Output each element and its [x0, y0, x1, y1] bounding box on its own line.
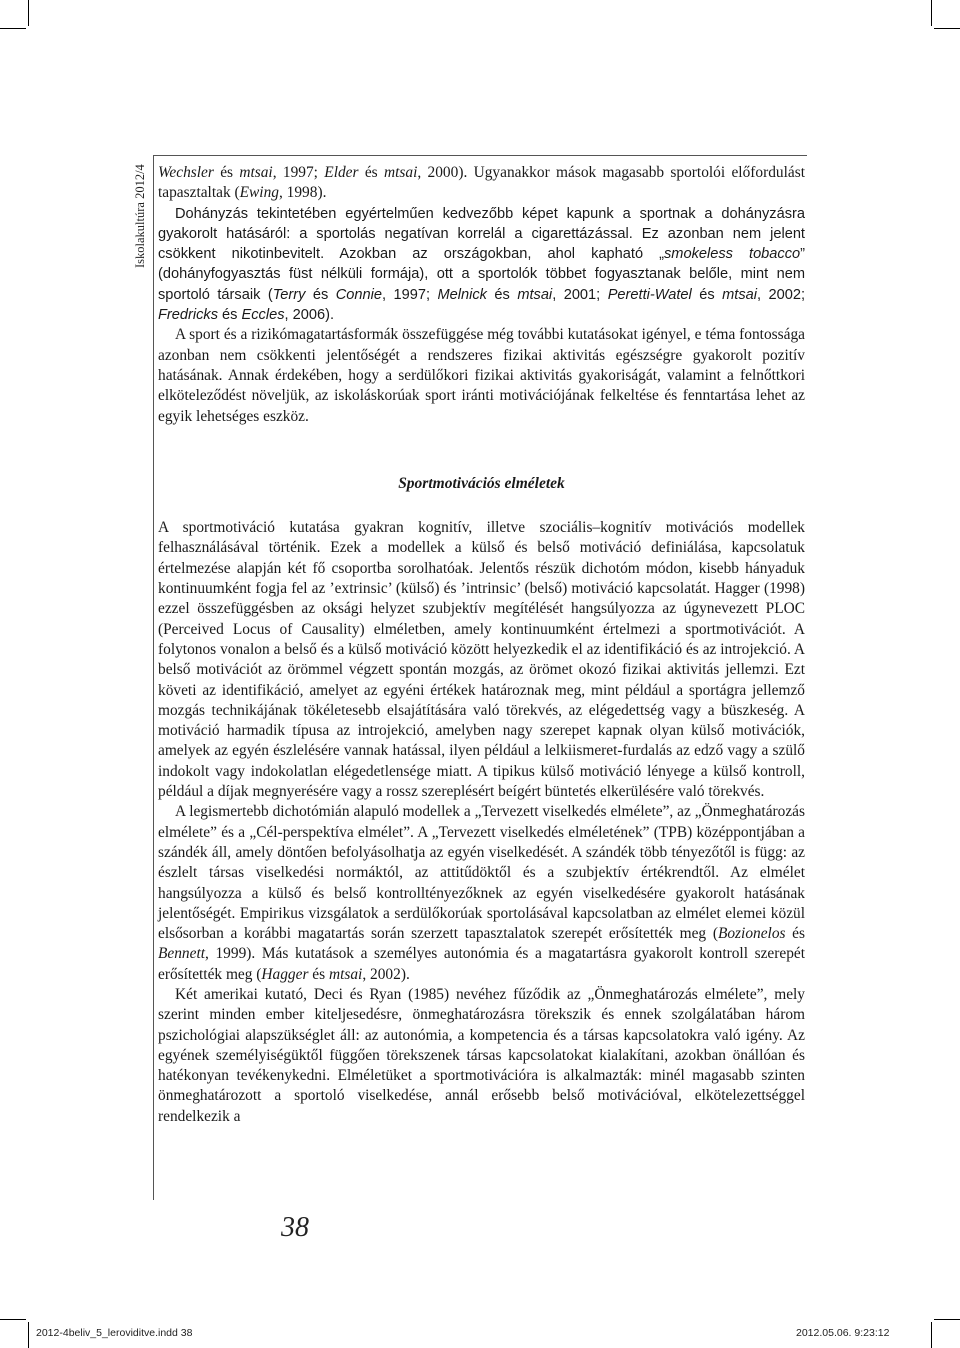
paragraph-dichotomy-models: A legismertebb dichotómián alapuló modellek a „Tervezett viselkedés elmélete”, az „Önmeghatározás elmélete” és a „Cél-perspektíva elmélet”. A „Tervezett viselkedés elméletének” (TPB) középpontjában a szándék áll, amely döntően befolyásolhatja az egyén viselkedését. A szándék több tényezőtől is függ: az észlelt társas viselkedési normáktól, az attitűdöktől és a szubjektív értékrendtől. Az elmélet hangsúlyozza a külső és belső kontrolltényezőknek az egyén viselkedésére gyakorolt hatásának jelentőségét. Empirikus vizsgálatok a serdülőkorúak sportolásával kapcsolatban az elmélet elemei közül elsősorban a korábbi magatartás során szerzett tapasztalatok szerepét erősítették meg (Bozionelos és Bennett, 1999). Más kutatások a személyes autonómia és a magatartásra gyakorolt kontroll szerepét erősítették meg (Hagger és mtsai, 2002). [158, 803, 806, 983]
margin-rule-vertical [153, 155, 154, 1200]
page-number: 38 [281, 1212, 309, 1243]
crop-mark [28, 0, 29, 26]
crop-mark [0, 28, 26, 29]
paragraph-smoking: Dohányzás tekintetében egyértelműen kedvezőbb képet kapunk a sportnak a dohányzásra gyakorolt hatásáról: a sportolás negatívan korrelál a cigarettázással. Ez azonban nem jelent csökkent nikotinbevitelt. Azokban az országokban, ahol kapható „smokeless tobacco” (dohányfogyasztás füst nélküli formája), ott a sportolók többet fogyasztanak belőle, mint nem sportoló társaik (Terry és Connie, 1997; Melnick és mtsai, 2001; Peretti-Watel és mtsai, 2002; Fredricks és Eccles, 2006). [158, 205, 806, 324]
crop-mark [934, 28, 960, 29]
paragraph-motivation-models: A sportmotiváció kutatása gyakran kognitív, illetve szociális–kognitív motivációs modellek felhasználásával történik. Ezek a modellek a külső és belső motiváció definiálása, kapcsolatuk értelmezése alapján két fő csoportba sorolhatóak. Jelentős részük dichotóm módon, kisebb hányaduk kontinuumként fogja fel az ’extrinsic’ (külső) és ’intrinsic’ (belső) motiváció kapcsolatát. Hagger (1998) ezzel összefüggésben az oksági helyzet szubjektív megítélését hangsúlyozza az úgynevezett PLOC (Perceived Locus of Causality) elméletben, amely kontinuumként értelmezi a sportmotivációt. A folytonos vonalon a belső és a külső motiváció között helyezkedik el az identifikáció és az introjekció. A belső motivációt az örömmel végzett spontán mozgás, az örömet okozó fizikai aktivitás jellemzi. Ezt követi az identifikáció, amelyet az egyéni értékek határoznak meg, mint például a sportágra jellemző mozgás technikájának tökéletesebb elsajátítására való törekvés, az elégedettség vagy a büszkeség. A motiváció harmadik típusa az introjekció, amelyben nagy szerepet kapnak olyan külső motivációk, amelyek az egyén észlelésére vannak hatással, ilyen például a lelkiismeret-furdalás az edző vagy a szülő indokolt vagy indokolatlan elégedetlensége miatt. A tipikus külső motiváció lényege a külső kontroll, például a díjak megnyerésére vagy a rossz szereplésért beígért büntetés elkerülésére való törekvés. [158, 519, 805, 801]
footer-filename: 2012-4beliv_5_leroviditve.indd 38 [36, 1327, 193, 1339]
paragraph-continuation: Wechsler és mtsai, 1997; Elder és mtsai, 2000). Ugyanakkor mások magasabb sportolói előfordulást tapasztaltak (Ewing, 1998). [158, 164, 805, 202]
paragraph-self-determination: Két amerikai kutató, Deci és Ryan (1985) nevéhez fűződik az „Önmeghatározás elmélete”, mely szerint minden ember kiteljesedésre, önmeghatározásra törekszik és ennek szolgálatában három pszichológiai alapszükséglet áll: az autonómia, a kompetencia és a társas kapcsolatokra való igény. Az egyének személyiségüktől függően törekszenek társas kapcsolatokat kialakítani, azokban önállóan és hatékonyan tevékenykedni. Elméletüket a sportmotivációra is alkalmazták: minél magasabb szinten önmeghatározott a sportoló viselkedése, annál erősebb belső motivációval, elkötelezettséggel rendelkezik a [158, 985, 805, 1125]
crop-mark [28, 1322, 29, 1348]
crop-mark [934, 1319, 960, 1320]
crop-mark [0, 1319, 26, 1320]
journal-side-label: Iskolakultúra 2012/4 [133, 164, 147, 268]
margin-rule-top [153, 155, 807, 156]
article-body [158, 163, 805, 1127]
crop-mark [931, 0, 932, 26]
footer-timestamp: 2012.05.06. 9:23:12 [796, 1327, 890, 1339]
section-title: Sportmotivációs elméletek [398, 474, 565, 492]
paragraph-risk-behaviour: A sport és a rizikómagatartásformák összefüggése még további kutatásokat igényel, e téma fontossága azonban nem csökkenti jelentőségét a rendszeres fizikai aktivitás egészségre gyakorolt pozitív hatásának. Annak érdekében, hogy a serdülőkori fizikai aktivitás gyakoriságát, valamint a felnőttkori elköteleződést növeljük, az iskoláskorúak sport iránti motivációjának felkeltése és fenntartása lehet az egyik lehetséges eszköz. [158, 326, 805, 425]
crop-mark [931, 1322, 932, 1348]
